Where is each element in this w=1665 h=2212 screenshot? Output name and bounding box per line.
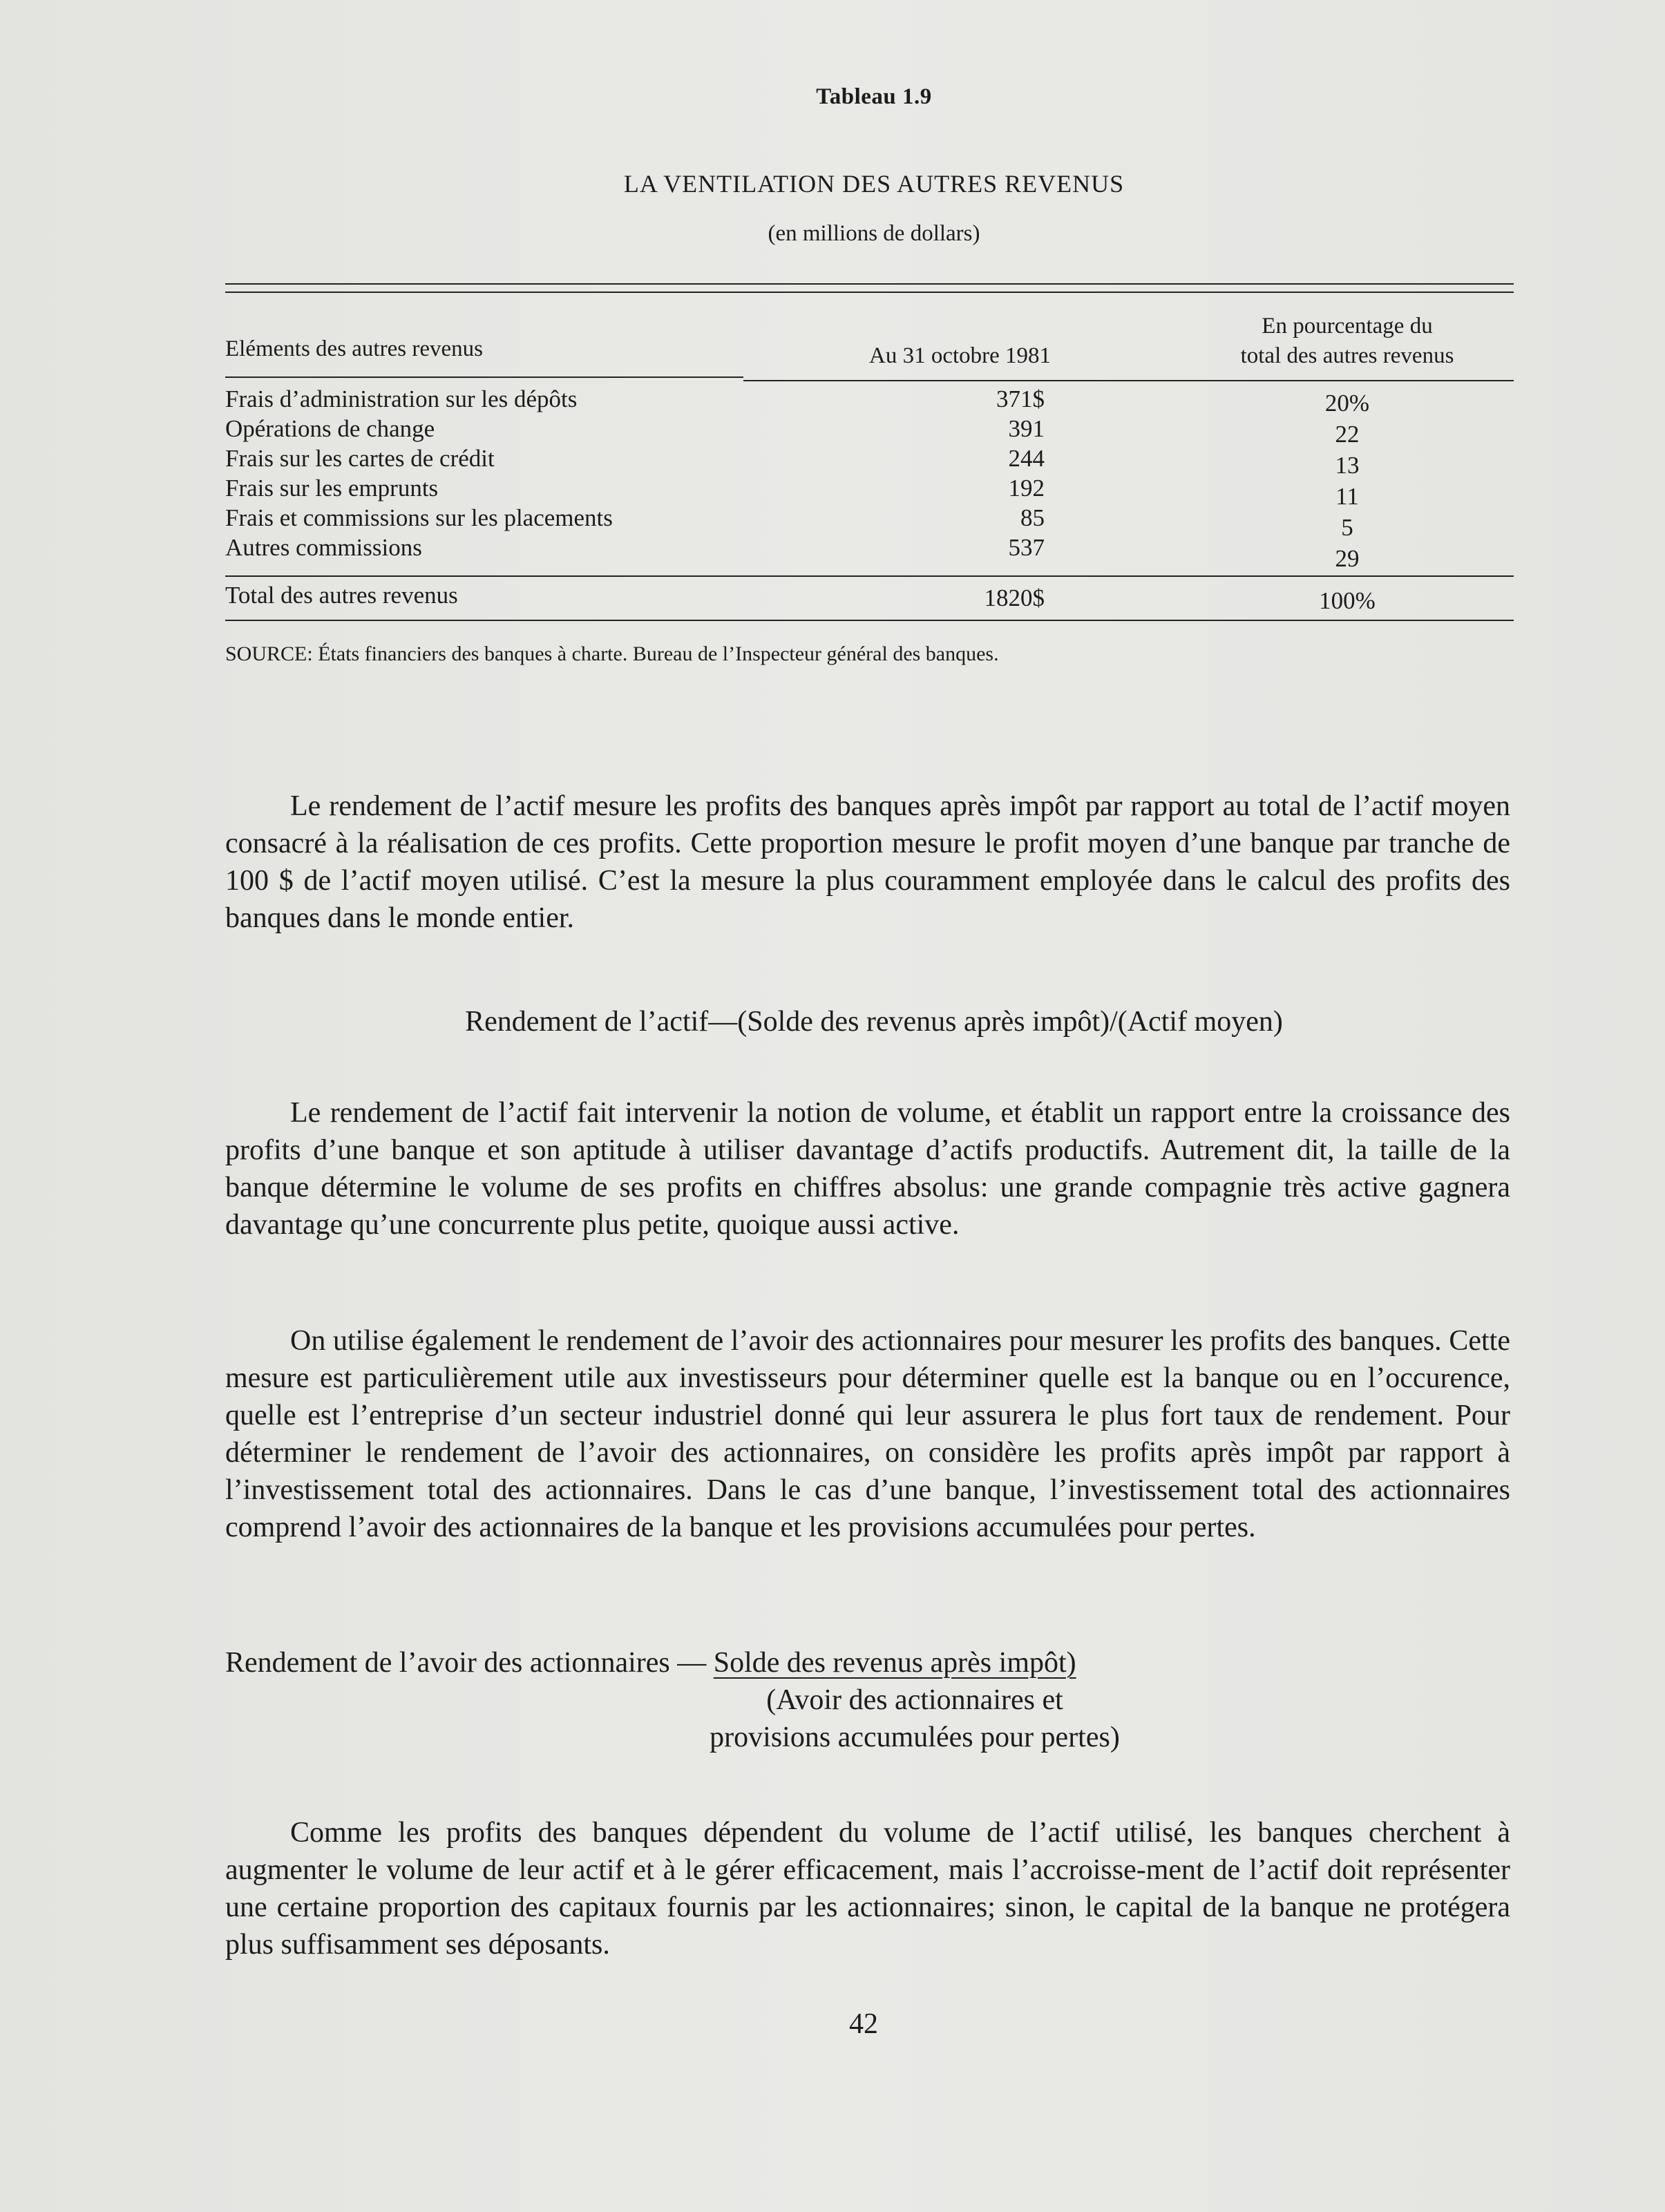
- row-pct: 5: [1341, 514, 1353, 541]
- table-row: [0, 444, 1665, 479]
- row-label: Frais sur les emprunts: [225, 475, 439, 502]
- page-number: 42: [849, 2008, 878, 2040]
- table-row: [0, 503, 1665, 541]
- header-date: Au 31 octobre 1981: [869, 343, 1052, 368]
- formula-return-on-equity: [225, 1644, 1076, 1681]
- total-value: 1820$: [984, 584, 1045, 611]
- row-value: 192: [1008, 475, 1045, 502]
- formula-numerator: Solde des revenus après impôt): [713, 1647, 1076, 1679]
- paragraph-return-on-equity: On utilise également le rendement de l’avoir des actionnaires pour mesurer les profits des banques. Cette mesure est particulièrement utile aux investisseurs pour déterminer quelle est la banque ou en l’occurence, quelle est l’entreprise d’un secteur industriel donné qui leur assurera le plus fort taux de rendement. Pour déterminer le rendement de l’avoir des actionnaires, on considère les profits après impôt par rapport à l’investissement total des actionnaires. Dans le cas d’une banque, l’investissement total des actionnaires comprend l’avoir des actionnaires de la banque et les provisions accumulées pour pertes.: [225, 1325, 1510, 1543]
- row-label: Frais d’administration sur les dépôts: [225, 385, 578, 412]
- header-pct-line2: [1202, 342, 1492, 370]
- paragraph-return-on-assets: Le rendement de l’actif mesure les profits des banques après impôt par rapport au total de l’actif moyen consacré à la réalisation de ces profits. Cette proportion mesure le profit moyen d’une banque par tranche de 100 $ de l’actif moyen utilisé. C’est la mesure la plus couramment employée dans le calcul des profits des banques dans le monde entier.: [225, 790, 1510, 934]
- row-value: 85: [1020, 504, 1045, 531]
- table-row: [0, 473, 1665, 510]
- row-pct: 11: [1335, 483, 1359, 510]
- formula-denominator-line2-text: provisions accumulées pour pertes): [710, 1722, 1120, 1753]
- header-items: Eléments des autres revenus: [225, 336, 483, 361]
- row-value: 537: [1008, 534, 1045, 561]
- header-rule-left: [225, 376, 743, 378]
- row-pct: 22: [1335, 421, 1360, 448]
- formula-return-on-assets: Rendement de l’actif—(Solde des revenus après impôt)/(Actif moyen): [465, 1006, 1283, 1038]
- row-label: Frais sur les cartes de crédit: [225, 445, 495, 472]
- paragraph-volume: Le rendement de l’actif fait intervenir la notion de volume, et établit un rapport entre la croissance des profits d’une banque et son aptitude à utiliser davantage d’actifs productifs. Autrement dit, la taille de la banque détermine le volume de ses profits en chiffres absolus: une grande compagnie très active gagnera davantage qu’une concurrente plus petite, quoique aussi active.: [225, 1097, 1510, 1241]
- table-row: [0, 384, 1665, 417]
- row-pct: 20%: [1324, 390, 1370, 417]
- row-pct: 13: [1335, 452, 1360, 479]
- formula-denominator-line1-text: (Avoir des actionnaires et: [766, 1684, 1063, 1716]
- header-pct-line1: [1202, 312, 1492, 340]
- row-label: Autres commissions: [225, 534, 422, 561]
- total-label: Total des autres revenus: [225, 582, 458, 609]
- paragraph-capital: Comme les profits des banques dépendent du volume de l’actif utilisé, les banques cherchent à augmenter le volume de leur actif et à le gérer efficacement, mais l’accroisse-ment de l’actif doit représenter une certaine proportion des capitaux fournis par les actionnaires; sinon, le capital de la banque ne protégera plus suffisamment ses déposants.: [225, 1817, 1510, 1961]
- total-top-rule: [225, 575, 1514, 577]
- table-source-note: SOURCE: États financiers des banques à charte. Bureau de l’Inspecteur général des banques.: [225, 642, 999, 665]
- header-rule-right: [743, 380, 1514, 381]
- table-total-row: [0, 580, 1665, 614]
- row-value: 371$: [996, 385, 1045, 412]
- formula-lhs: Rendement de l’avoir des actionnaires —: [225, 1647, 714, 1679]
- row-value: 244: [1008, 445, 1045, 472]
- total-bottom-rule: [225, 620, 1514, 621]
- row-pct: 29: [1335, 545, 1360, 572]
- table-subtitle: (en millions de dollars): [768, 221, 980, 246]
- header-pct-line1-text: En pourcentage du: [1262, 314, 1433, 339]
- table-top-rule-second: [225, 292, 1514, 293]
- table-row: [0, 533, 1665, 572]
- table-top-rule: [225, 283, 1514, 285]
- table-title: LA VENTILATION DES AUTRES REVENUS: [623, 170, 1125, 198]
- row-label: Frais et commissions sur les placements: [225, 504, 613, 531]
- total-pct: 100%: [1319, 587, 1376, 614]
- header-pct-line2-text: total des autres revenus: [1240, 343, 1454, 368]
- table-number: Tableau 1.9: [816, 84, 932, 109]
- row-value: 391: [1008, 415, 1045, 442]
- table-row: [0, 414, 1665, 448]
- row-label: Opérations de change: [225, 415, 435, 442]
